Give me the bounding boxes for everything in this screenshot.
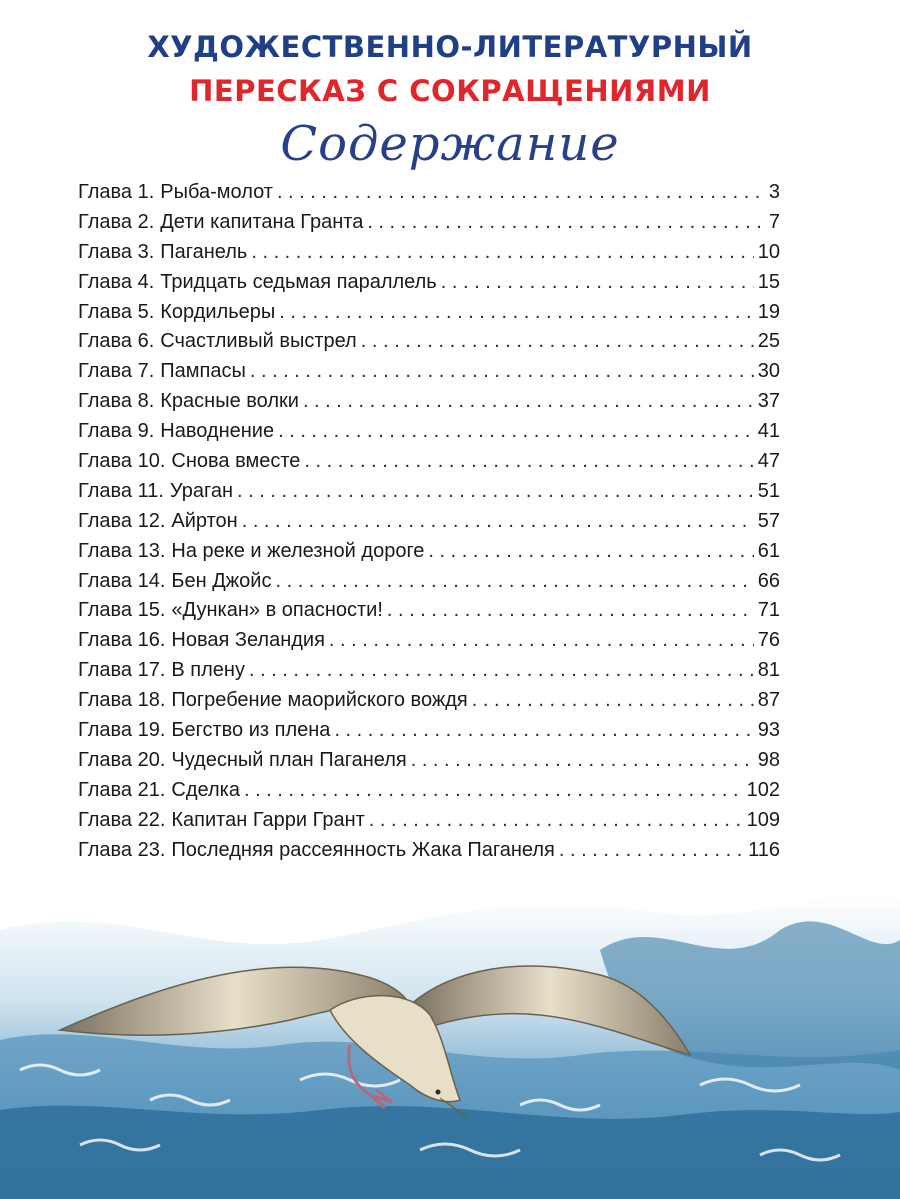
- chapter-prefix: Глава 19.: [78, 719, 166, 742]
- chapter-page-number: 19: [757, 300, 780, 323]
- dot-leader: [277, 178, 765, 208]
- chapter-prefix: Глава 20.: [78, 748, 166, 771]
- chapter-page-number: 66: [757, 569, 780, 592]
- toc-item: [78, 626, 780, 656]
- chapter-prefix: Глава 11.: [78, 479, 164, 502]
- chapter-page-number: 71: [757, 599, 780, 622]
- toc-item: [78, 298, 780, 328]
- dot-leader: [361, 327, 754, 357]
- chapter-title: Последняя рассеянность Жака Паганеля: [171, 838, 555, 861]
- toc-list: [78, 178, 780, 865]
- dot-leader: [279, 298, 753, 328]
- dot-leader: [559, 836, 744, 866]
- chapter-page-number: 51: [757, 479, 780, 502]
- chapter-prefix: Глава 3.: [78, 240, 155, 263]
- chapter-page-number: 93: [757, 719, 780, 742]
- chapter-prefix: Глава 6.: [78, 330, 155, 353]
- chapter-page-number: 7: [768, 210, 780, 233]
- sea-waves: [0, 895, 900, 1199]
- toc-item: [78, 477, 780, 507]
- dot-leader: [275, 567, 753, 597]
- chapter-page-number: 76: [757, 629, 780, 652]
- chapter-title: Ураган: [169, 479, 233, 502]
- chapter-page-number: 87: [757, 689, 780, 712]
- chapter-prefix: Глава 23.: [78, 838, 166, 861]
- dot-leader: [411, 746, 754, 776]
- chapter-title: Снова вместе: [171, 450, 301, 473]
- toc-item: [78, 447, 780, 477]
- toc-item: [78, 746, 780, 776]
- dot-leader: [237, 477, 754, 507]
- chapter-title: В плену: [171, 659, 245, 682]
- chapter-title: Красные волки: [160, 390, 299, 413]
- dot-leader: [369, 806, 743, 836]
- dot-leader: [278, 417, 754, 447]
- chapter-title: Кордильеры: [160, 300, 276, 323]
- chapter-title: Рыба-молот: [160, 181, 273, 203]
- chapter-page-number: 109: [746, 808, 780, 831]
- chapter-prefix: Глава 4.: [78, 270, 155, 293]
- chapter-page-number: 57: [757, 509, 780, 532]
- toc-item: [78, 417, 780, 447]
- chapter-title: Бегство из плена: [171, 719, 331, 742]
- chapter-prefix: Глава 13.: [78, 539, 166, 562]
- dot-leader: [303, 387, 754, 417]
- toc-item: [78, 387, 780, 417]
- toc-item: [78, 567, 780, 597]
- chapter-title: Наводнение: [160, 420, 275, 443]
- toc-item: [78, 238, 780, 268]
- chapter-title: Капитан Гарри Грант: [171, 808, 365, 831]
- toc-item: [78, 656, 780, 686]
- chapter-page-number: 15: [757, 270, 780, 293]
- dot-leader: [428, 537, 753, 567]
- chapter-title: Пампасы: [160, 360, 246, 383]
- chapter-page-number: 30: [757, 360, 780, 383]
- toc-item: [78, 836, 780, 866]
- toc-item: [78, 776, 780, 806]
- toc-item: [78, 178, 780, 208]
- chapter-prefix: Глава 17.: [78, 659, 166, 682]
- chapter-title: Сделка: [171, 778, 240, 801]
- toc-item: [78, 806, 780, 836]
- toc-item: [78, 596, 780, 626]
- chapter-prefix: Глава 9.: [78, 420, 155, 443]
- chapter-title: «Дункан» в опасности!: [171, 599, 383, 622]
- chapter-prefix: Глава 18.: [78, 689, 166, 712]
- toc-item: [78, 357, 780, 387]
- chapter-page-number: 61: [757, 539, 780, 562]
- chapter-prefix: Глава 21.: [78, 778, 166, 801]
- dot-leader: [387, 596, 754, 626]
- chapter-title: Тридцать седьмая параллель: [160, 270, 437, 293]
- chapter-prefix: Глава 8.: [78, 390, 155, 413]
- chapter-prefix: Глава 7.: [78, 360, 155, 383]
- toc-item: [78, 507, 780, 537]
- chapter-page-number: 98: [757, 748, 780, 771]
- chapter-page-number: 37: [757, 390, 780, 413]
- chapter-page-number: 116: [748, 838, 780, 861]
- header-line-genre: ХУДОЖЕСТВЕННО-ЛИТЕРАТУРНЫЙ: [147, 30, 753, 64]
- seagull-over-waves-illustration: [0, 870, 900, 1199]
- chapter-prefix: Глава 2.: [78, 210, 155, 233]
- chapter-prefix: Глава 14.: [78, 569, 166, 592]
- chapter-prefix: Глава 22.: [78, 808, 166, 831]
- chapter-page-number: 25: [757, 330, 780, 353]
- chapter-title: Погребение маорийского вождя: [171, 689, 468, 712]
- chapter-title: Чудесный план Паганеля: [171, 748, 407, 771]
- chapter-title: Счастливый выстрел: [160, 330, 357, 353]
- dot-leader: [329, 626, 754, 656]
- chapter-prefix: Глава 15.: [78, 599, 166, 622]
- toc-item: [78, 716, 780, 746]
- chapter-title: Новая Зеландия: [171, 629, 325, 652]
- chapter-title: На реке и железной дороге: [171, 539, 425, 562]
- chapter-title: Паганель: [160, 240, 248, 263]
- chapter-prefix: Глава 1.: [78, 181, 155, 203]
- toc-item: [78, 537, 780, 567]
- header-line-retelling: ПЕРЕСКАЗ С СОКРАЩЕНИЯМИ: [189, 74, 711, 108]
- chapter-page-number: 10: [757, 240, 780, 263]
- dot-leader: [334, 716, 753, 746]
- chapter-title: Айртон: [171, 509, 238, 532]
- dot-leader: [251, 238, 753, 268]
- chapter-page-number: 102: [746, 778, 780, 801]
- chapter-title: Бен Джойс: [171, 569, 272, 592]
- chapter-page-number: 81: [757, 659, 780, 682]
- chapter-title: Дети капитана Гранта: [160, 210, 364, 233]
- toc-title: Содержание: [280, 116, 620, 172]
- dot-leader: [472, 686, 754, 716]
- chapter-prefix: Глава 16.: [78, 629, 166, 652]
- chapter-page-number: 47: [757, 450, 780, 473]
- chapter-page-number: 3: [768, 181, 780, 203]
- dot-leader: [242, 507, 754, 537]
- dot-leader: [250, 357, 754, 387]
- chapter-page-number: 41: [757, 420, 780, 443]
- toc-item: [78, 268, 780, 298]
- chapter-prefix: Глава 10.: [78, 450, 166, 473]
- dot-leader: [244, 776, 743, 806]
- dot-leader: [367, 208, 765, 238]
- dot-leader: [249, 656, 754, 686]
- dot-leader: [304, 447, 753, 477]
- toc-item: [78, 208, 780, 238]
- chapter-prefix: Глава 12.: [78, 509, 166, 532]
- toc-item: [78, 327, 780, 357]
- toc-item: [78, 686, 780, 716]
- chapter-prefix: Глава 5.: [78, 300, 155, 323]
- dot-leader: [441, 268, 754, 298]
